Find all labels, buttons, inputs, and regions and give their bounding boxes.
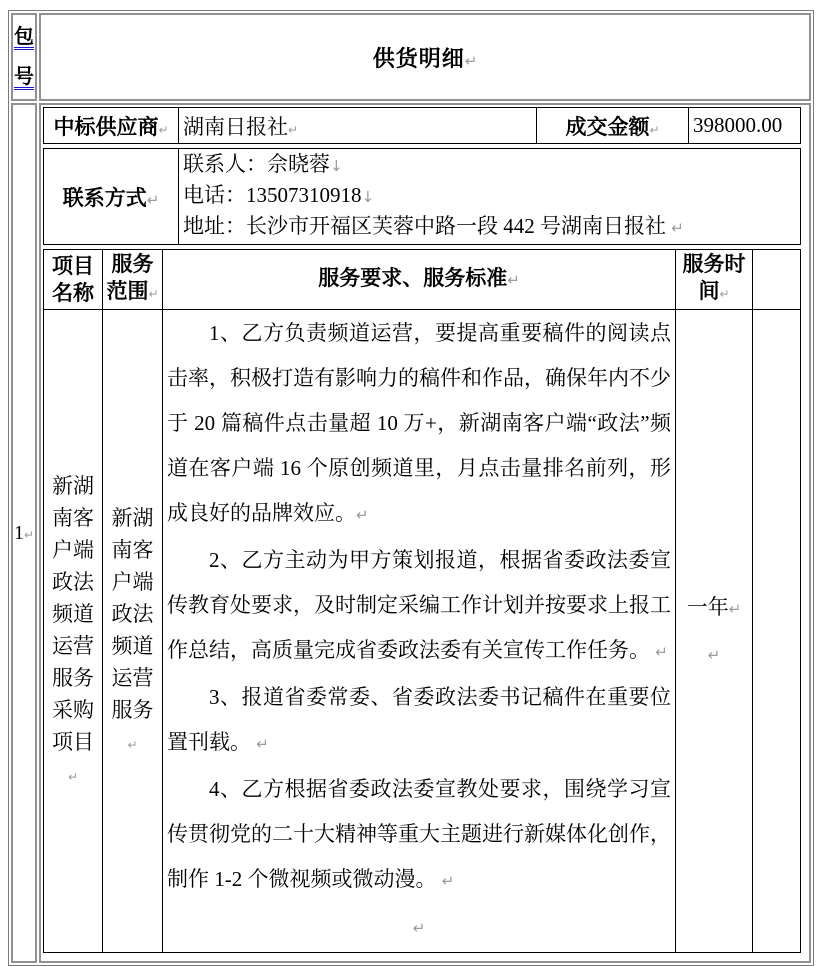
service-scope-cell: 新湖南客户端政法频道运营服务↵ xyxy=(103,310,163,953)
service-time-value: 一年 xyxy=(686,595,729,619)
paragraph-mark: ↵ xyxy=(256,735,269,753)
contact-details-cell xyxy=(179,149,801,245)
package-number: 1 xyxy=(14,521,24,544)
header-project-name: 项目名称 xyxy=(44,250,103,310)
amount-value: 398000.00 xyxy=(693,113,783,137)
paragraph-mark: ↵ xyxy=(655,643,668,661)
paragraph-mark: ↵ xyxy=(356,506,369,524)
requirement-paragraph-3: 3、报道省委常委、省委政法委书记稿件在重要位置刊载。 ↵ xyxy=(167,685,671,754)
paragraph-mark: ↵ xyxy=(671,219,684,237)
contact-person-line: 联系人：佘晓蓉↓ xyxy=(183,152,343,176)
paragraph-mark: ↵ xyxy=(464,51,478,70)
service-table xyxy=(43,249,801,953)
amount-label: 成交金额 xyxy=(565,114,650,139)
contact-table xyxy=(43,148,801,245)
empty-paragraph xyxy=(167,904,671,951)
supplier-label-cell xyxy=(44,108,179,144)
page-title: 供货明细 xyxy=(372,45,465,71)
requirement-paragraph-1: 1、乙方负责频道运营，要提高重要稿件的阅读点击率，积极打造有影响力的稿件和作品，确保年内不少于 20 篇稿件点击量超 10 万+，新湖南客户端“政法”频道在客户端 16 个原创频道里，月点击量排名前列，形成良好的品牌效应。↵ xyxy=(167,321,671,525)
header-spare-column xyxy=(753,250,801,310)
paragraph-mark: ↵ xyxy=(412,919,426,937)
cell-end-mark: ↵ xyxy=(148,287,159,301)
requirement-paragraph-4: 4、乙方根据省委政法委宣教处要求，围绕学习宣传贯彻党的二十大精神等重大主题进行新媒体化创作，制作 1-2 个微视频或微动漫。 ↵ xyxy=(167,777,671,891)
contact-label: 联系方式 xyxy=(62,185,147,210)
header-service-requirements: 服务要求、服务标准↵ xyxy=(163,250,676,310)
cell-end-mark: ↵ xyxy=(719,287,730,301)
supplier-table xyxy=(43,107,801,144)
contact-label-cell xyxy=(44,149,179,245)
line-break-mark: ↓ xyxy=(330,157,343,175)
contact-address-line: 地址：长沙市开福区芙蓉中路一段 442 号湖南日报社 ↵ xyxy=(183,214,684,238)
paragraph-mark: ↵ xyxy=(441,872,455,890)
supply-detail-outer-table xyxy=(8,10,814,966)
cell-end-mark: ↵ xyxy=(127,737,138,752)
paragraph-mark: ↵ xyxy=(728,600,742,618)
spare-column-cell xyxy=(753,310,801,953)
supplier-value: 湖南日报社 xyxy=(183,114,288,139)
paragraph-mark: ↵ xyxy=(707,646,721,664)
cell-end-mark: ↵ xyxy=(288,122,299,137)
amount-value-cell xyxy=(689,108,801,144)
project-name-cell: 新湖南客户端政法频道运营服务采购项目↵ xyxy=(44,310,103,953)
cell-end-mark: ↵ xyxy=(67,769,79,784)
title-cell xyxy=(39,13,811,101)
requirement-paragraph-2: 2、乙方主动为甲方策划报道，根据省委政法委宣传教育处要求，及时制定采编工作计划并按要求上报工作总结，高质量完成省委政法委有关宣传工作任务。 ↵ xyxy=(167,548,671,662)
cell-end-mark: ↵ xyxy=(24,527,35,542)
package-no-header-cell xyxy=(11,13,37,101)
cell-end-mark: ↵ xyxy=(158,122,169,137)
header-service-time: 服务时间↵ xyxy=(676,250,753,310)
supplier-value-cell xyxy=(179,108,537,144)
package-number-cell xyxy=(11,103,37,963)
line-break-mark: ↓ xyxy=(361,188,375,206)
package-no-header-label: 包号 xyxy=(14,26,34,88)
header-service-scope: 服务范围↵ xyxy=(103,250,163,310)
supplier-label: 中标供应商 xyxy=(53,114,159,139)
amount-label-cell xyxy=(537,108,689,144)
service-time-cell xyxy=(676,310,753,953)
cell-end-mark: ↵ xyxy=(649,122,660,137)
package-content-cell xyxy=(39,103,811,963)
cell-end-mark: ↵ xyxy=(146,190,160,209)
service-requirements-cell xyxy=(163,310,676,953)
paragraph-mark: ↵ xyxy=(507,271,520,289)
contact-phone-line: 电话：13507310918↓ xyxy=(183,183,375,207)
